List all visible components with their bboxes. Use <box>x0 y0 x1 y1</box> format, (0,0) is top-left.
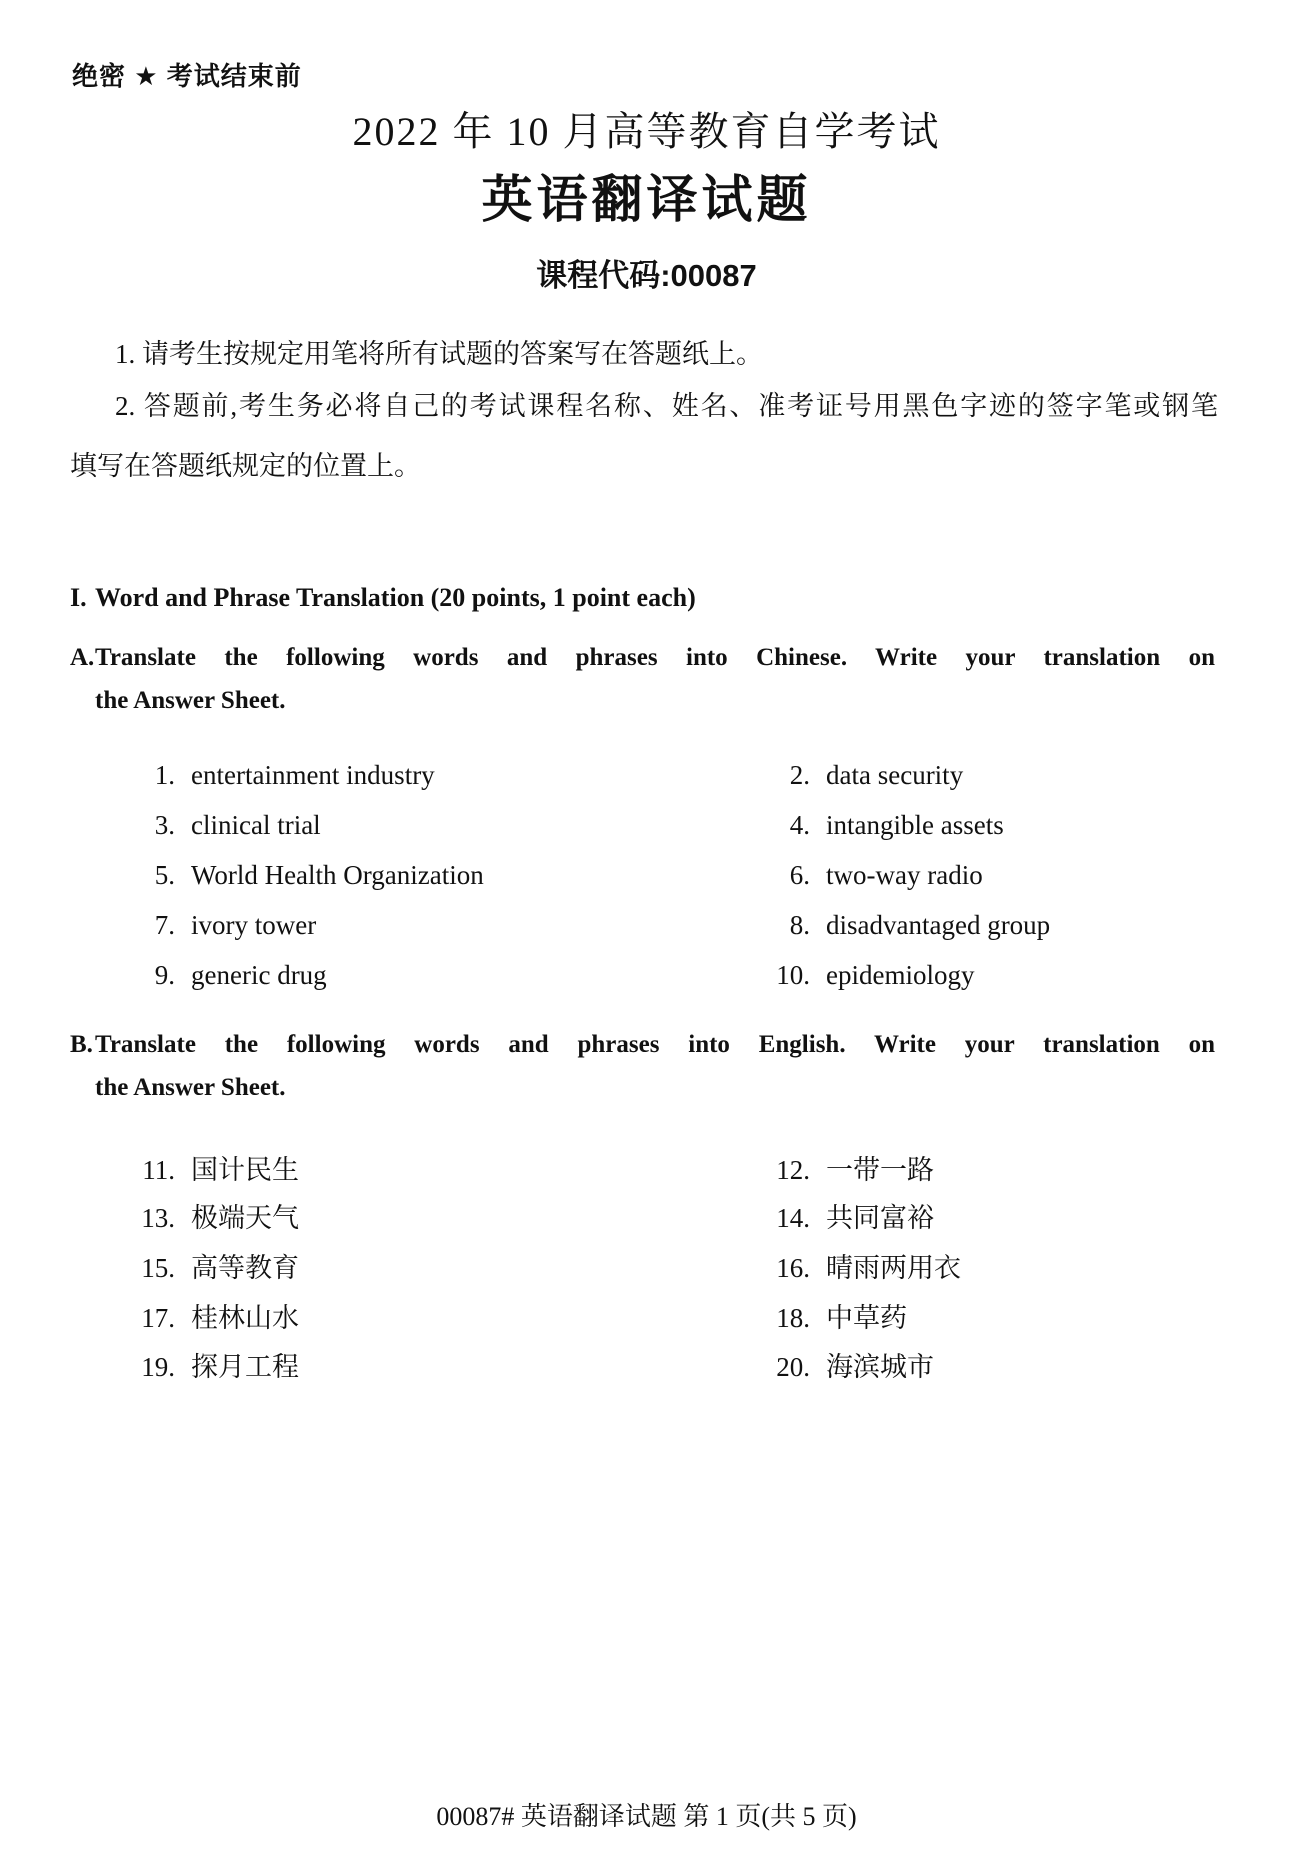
part-a-label: A. <box>70 644 95 671</box>
part-b-label: B. <box>70 1031 93 1058</box>
item-text: 共同富裕 <box>826 1203 934 1233</box>
item-number: 1. <box>154 760 175 790</box>
part-b-instruction-line1: Translate the following words and phrases into English. Write your translation on <box>95 1031 1215 1058</box>
item-number: 10. <box>776 960 810 990</box>
section-1-title: Word and Phrase Translation (20 points, 1 point each) <box>95 583 696 612</box>
item-text: World Health Organization <box>191 860 484 890</box>
item-number: 16. <box>776 1253 810 1283</box>
notice-1: 1. 请考生按规定用笔将所有试题的答案写在答题纸上。 <box>115 339 763 369</box>
word-item-7 <box>110 910 316 941</box>
item-number: 20. <box>776 1352 810 1382</box>
word-item-12 <box>745 1148 934 1187</box>
item-text: 桂林山水 <box>191 1303 299 1333</box>
item-number: 13. <box>141 1203 175 1233</box>
word-item-15 <box>110 1246 299 1285</box>
part-a-instruction-line1: Translate the following words and phrases into Chinese. Write your translation on <box>95 644 1215 671</box>
item-number: 17. <box>141 1303 175 1333</box>
item-text: clinical trial <box>191 810 321 840</box>
word-item-13 <box>110 1196 299 1235</box>
word-item-20 <box>745 1345 934 1384</box>
item-number: 4. <box>789 810 810 840</box>
item-number: 11. <box>142 1155 175 1185</box>
item-number: 15. <box>141 1253 175 1283</box>
word-item-6 <box>745 860 983 891</box>
item-text: two-way radio <box>826 860 983 890</box>
item-text: data security <box>826 760 964 790</box>
item-number: 18. <box>776 1303 810 1333</box>
exam-title: 2022 年 10 月高等教育自学考试 <box>352 109 941 154</box>
word-item-18 <box>745 1296 907 1335</box>
item-number: 9. <box>154 960 175 990</box>
item-number: 19. <box>141 1352 175 1382</box>
word-item-3 <box>110 810 321 841</box>
word-item-1 <box>110 760 435 791</box>
course-code: 课程代码:00087 <box>536 258 757 293</box>
item-text: 晴雨两用衣 <box>826 1253 961 1283</box>
classification-banner: 绝密 ★ 考试结束前 <box>72 61 302 91</box>
part-b-instruction-line2: the Answer Sheet. <box>95 1074 286 1101</box>
word-item-5 <box>110 860 484 891</box>
item-number: 7. <box>154 910 175 940</box>
item-text: ivory tower <box>191 910 317 940</box>
item-number: 6. <box>789 860 810 890</box>
item-text: 探月工程 <box>191 1352 299 1382</box>
section-1-heading <box>70 583 696 613</box>
word-item-17 <box>110 1296 299 1335</box>
item-text: entertainment industry <box>191 760 435 790</box>
word-item-4 <box>745 810 1004 841</box>
part-a-instruction-line2: the Answer Sheet. <box>95 687 286 714</box>
notice-2-line1: 2. 答题前,考生务必将自己的考试课程名称、姓名、准考证号用黑色字迹的签字笔或钢笔 <box>115 391 1218 421</box>
item-text: 一带一路 <box>826 1155 934 1185</box>
item-text: generic drug <box>191 960 327 990</box>
item-number: 5. <box>154 860 175 890</box>
word-item-16 <box>745 1246 961 1285</box>
word-item-14 <box>745 1196 934 1235</box>
item-text: 高等教育 <box>191 1253 299 1283</box>
word-item-9 <box>110 960 327 991</box>
part-a-heading <box>70 644 1215 672</box>
item-text: disadvantaged group <box>826 910 1051 940</box>
item-text: intangible assets <box>826 810 1004 840</box>
item-number: 14. <box>776 1203 810 1233</box>
word-item-2 <box>745 760 963 791</box>
item-text: epidemiology <box>826 960 975 990</box>
item-number: 12. <box>776 1155 810 1185</box>
page-footer: 00087# 英语翻译试题 第 1 页(共 5 页) <box>436 1802 857 1831</box>
item-number: 8. <box>789 910 810 940</box>
part-b-heading <box>70 1031 1215 1059</box>
word-item-11 <box>110 1148 299 1187</box>
word-item-8 <box>745 910 1050 941</box>
notice-2-line2: 填写在答题纸规定的位置上。 <box>70 451 421 481</box>
word-item-10 <box>745 960 974 991</box>
item-text: 国计民生 <box>191 1155 299 1185</box>
item-number: 3. <box>154 810 175 840</box>
item-text: 海滨城市 <box>826 1352 934 1382</box>
item-text: 中草药 <box>826 1303 907 1333</box>
item-text: 极端天气 <box>191 1203 299 1233</box>
word-item-19 <box>110 1345 299 1384</box>
section-1-numeral: I. <box>70 583 87 612</box>
exam-subtitle: 英语翻译试题 <box>481 171 812 228</box>
item-number: 2. <box>789 760 810 790</box>
